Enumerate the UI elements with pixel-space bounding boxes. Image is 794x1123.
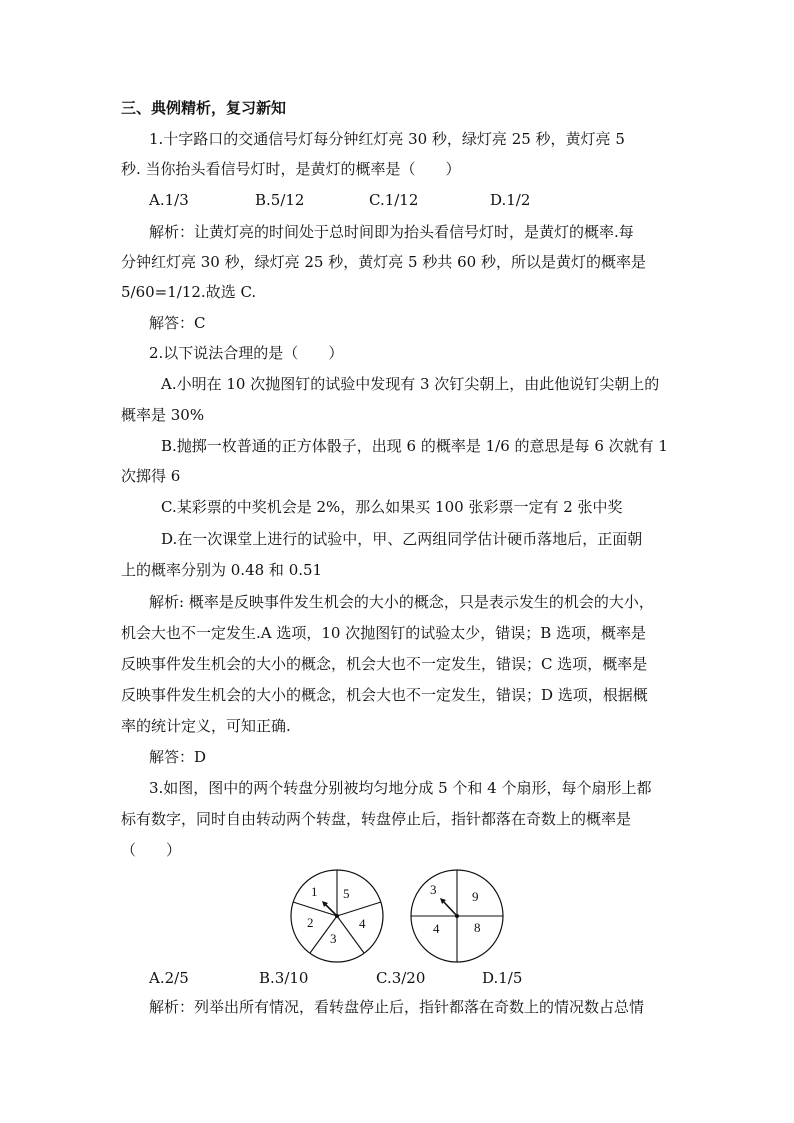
q1-analysis-line1: 解析：让黄灯亮的时间处于总时间即为抬头看信号灯时，是黄灯的概率.每: [149, 223, 634, 241]
spinner-1-number: 2: [307, 915, 314, 930]
spinner-2-number: 3: [430, 882, 437, 897]
spinner-1-number: 5: [343, 886, 350, 901]
q1-stem-line1: 1.十字路口的交通信号灯每分钟红灯亮 30 秒，绿灯亮 25 秒，黄灯亮 5: [149, 130, 625, 148]
spinner-1-hub: [335, 914, 339, 918]
spinner-1-number: 4: [359, 916, 366, 931]
spinner-1-number: 3: [330, 931, 337, 946]
q3-stem-line1: 3.如图，图中的两个转盘分别被均匀地分成 5 个和 4 个扇形，每个扇形上都: [149, 779, 652, 797]
spinner-2: [411, 870, 503, 962]
spinner-2-pointer: [442, 900, 457, 916]
q2-option-d-line1: D.在一次课堂上进行的试验中，甲、乙两组同学估计硬币落地后，正面朝: [161, 530, 643, 548]
spinner-1-number: 1: [311, 884, 318, 899]
q3-analysis-line1: 解析：列举出所有情况，看转盘停止后，指针都落在奇数上的情况数占总情: [149, 998, 645, 1016]
q2-option-d-line2: 上的概率分别为 0.48 和 0.51: [121, 561, 323, 579]
q3-option-d: D.1/5: [482, 969, 523, 987]
q2-analysis-line1: 解析: 概率是反映事件发生机会的大小的概念，只是表示发生的机会的大小，: [149, 593, 654, 611]
spinner-1-divider: [337, 902, 381, 916]
q2-option-b-line2: 次掷得 6: [121, 467, 181, 485]
spinners-figure: [280, 866, 510, 970]
spinner-1: [291, 870, 383, 962]
q2-stem: 2.以下说法合理的是（ ）: [149, 344, 344, 362]
spinner-2-hub: [455, 914, 459, 918]
q3-option-a: A.2/5: [149, 969, 189, 987]
q2-analysis-line5: 率的统计定义，可知正确.: [121, 717, 291, 735]
q3-option-b: B.3/10: [259, 969, 309, 987]
section-heading: 三、典例精析，复习新知: [121, 99, 287, 117]
q1-option-d: D.1/2: [490, 191, 531, 209]
spinner-2-number: 4: [433, 921, 440, 936]
q2-option-a-line1: A.小明在 10 次抛图钉的试验中发现有 3 次钉尖朝上，由此他说钉尖朝上的: [161, 375, 660, 393]
q1-option-a: A.1/3: [149, 191, 189, 209]
q2-analysis-line2: 机会大也不一定发生.A 选项，10 次抛图钉的试验太少，错误；B 选项，概率是: [121, 624, 647, 642]
q2-analysis-line4: 反映事件发生机会的大小的概念，机会大也不一定发生，错误；D 选项，根据概: [121, 686, 648, 704]
q1-answer: 解答：C: [149, 314, 206, 332]
spinner-2-number: 8: [474, 920, 481, 935]
q2-option-a-line2: 概率是 30%: [121, 406, 205, 424]
q1-option-b: B.5/12: [255, 191, 305, 209]
q2-option-b-line1: B.抛掷一枚普通的正方体骰子，出现 6 的概率是 1/6 的意思是每 6 次就有 1: [161, 437, 668, 455]
q1-stem-line2: 秒. 当你抬头看信号灯时，是黄灯的概率是（ ）: [121, 160, 461, 178]
q2-answer: 解答：D: [149, 748, 207, 766]
q1-option-c: C.1/12: [369, 191, 419, 209]
spinner-2-number: 9: [472, 889, 479, 904]
q2-option-c: C.某彩票的中奖机会是 2%，那么如果买 100 张彩票一定有 2 张中奖: [161, 498, 623, 516]
q1-analysis-line2: 分钟红灯亮 30 秒，绿灯亮 25 秒，黄灯亮 5 秒共 60 秒，所以是黄灯的概率是: [121, 253, 646, 271]
q3-stem-line2: 标有数字，同时自由转动两个转盘，转盘停止后，指针都落在奇数上的概率是: [121, 810, 632, 828]
q2-analysis-line3: 反映事件发生机会的大小的概念，机会大也不一定发生，错误；C 选项，概率是: [121, 655, 648, 673]
q3-stem-line3: （ ）: [121, 841, 182, 859]
q1-analysis-line3: 5/60=1/12.故选 C.: [121, 283, 257, 301]
q3-option-c: C.3/20: [376, 969, 426, 987]
